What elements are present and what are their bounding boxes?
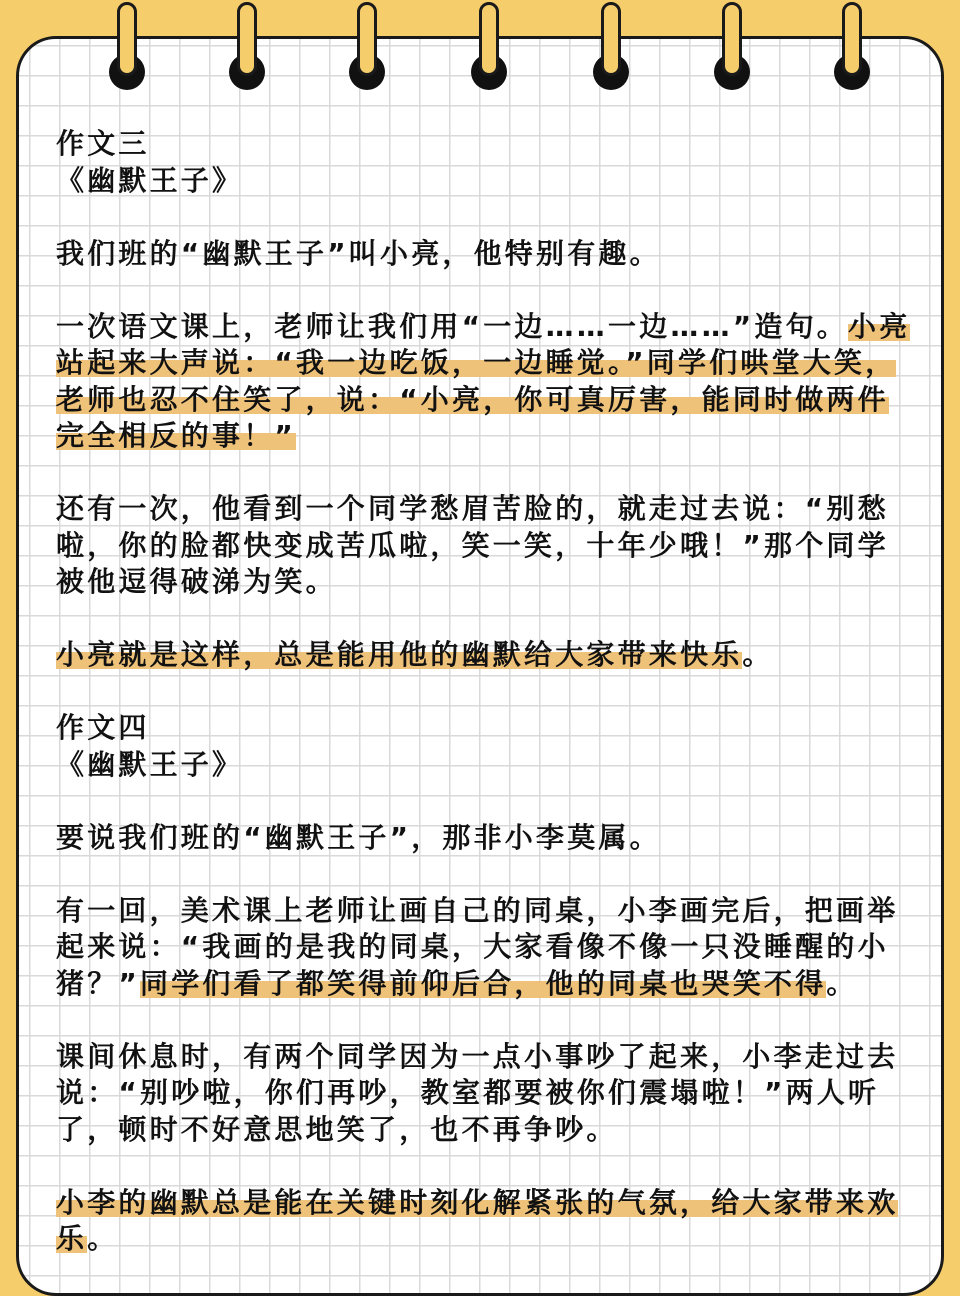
essay4-paragraph-3: 课间休息时，有两个同学因为一点小事吵了起来，小李走过去说：“别吵啦，你们再吵，教室都要被你们震塌啦！”两人听了，顿时不好意思地笑了，也不再争吵。: [56, 1039, 899, 1146]
binder-ring: [830, 0, 874, 100]
essay3-p4-end: 。: [742, 638, 774, 671]
essay4-p4-end: 。: [87, 1222, 119, 1255]
binder-ring: [589, 0, 633, 100]
essay4-paragraph-2: [56, 893, 916, 1003]
essay4-p2-end: 。: [826, 966, 858, 1000]
essay-content: [56, 126, 916, 1258]
essay3-p2-text: 一次语文课上，老师让我们用“一边……一边……”造句。: [56, 309, 849, 343]
ring-loop: [357, 2, 377, 76]
ring-loop: [722, 2, 742, 76]
essay3-p4-highlight: 小亮就是这样，总是能用他的幽默给大家带来快乐: [56, 638, 743, 671]
essay3-heading: 作文三: [56, 127, 150, 160]
binder-ring: [105, 0, 149, 100]
essay4-paragraph-4: [56, 1185, 916, 1258]
essay3-paragraph-4: [56, 637, 916, 674]
ring-loop: [601, 2, 621, 76]
essay3-paragraph-2: [56, 309, 916, 455]
essay3-title: 《幽默王子》: [56, 163, 244, 197]
essay4-p4-highlight: 小李的幽默总是能在关键时刻化解紧张的气氛，给大家带来欢乐: [56, 1185, 899, 1255]
essay3-p2-highlight: 小亮站起来大声说：“我一边吃饭，一边睡觉。”同学们哄堂大笑，老师也忍不住笑了，说：“小亮，你可真厉害，能同时做两件完全相反的事！”: [56, 309, 911, 452]
ring-loop: [237, 2, 257, 76]
essay4-heading: 作文四: [56, 711, 150, 744]
essay3-paragraph-3: 还有一次，他看到一个同学愁眉苦脸的，就走过去说：“别愁啦，你的脸都快变成苦瓜啦，笑一笑，十年少哦！”那个同学被他逗得破涕为笑。: [56, 492, 889, 598]
ring-loop: [117, 2, 137, 76]
essay4-title: 《幽默王子》: [56, 747, 244, 781]
essay4-p2-text: 有一回，美术课上老师让画自己的同桌，小李画完后，把画举起来说：“我画的是我的同桌，大家看像不像一只没睡醒的小猪？”: [56, 893, 899, 1000]
ring-loop: [479, 2, 499, 76]
ring-loop: [842, 2, 862, 76]
binder-ring: [710, 0, 754, 100]
binder-ring: [467, 0, 511, 100]
binder-ring: [345, 0, 389, 100]
essay3-paragraph-1: 我们班的“幽默王子”叫小亮，他特别有趣。: [56, 236, 661, 270]
essay4-p2-highlight: 同学们看了都笑得前仰后合，他的同桌也哭笑不得: [140, 966, 827, 1000]
binder-ring: [225, 0, 269, 100]
essay4-paragraph-1: 要说我们班的“幽默王子”，那非小李莫属。: [56, 820, 661, 854]
